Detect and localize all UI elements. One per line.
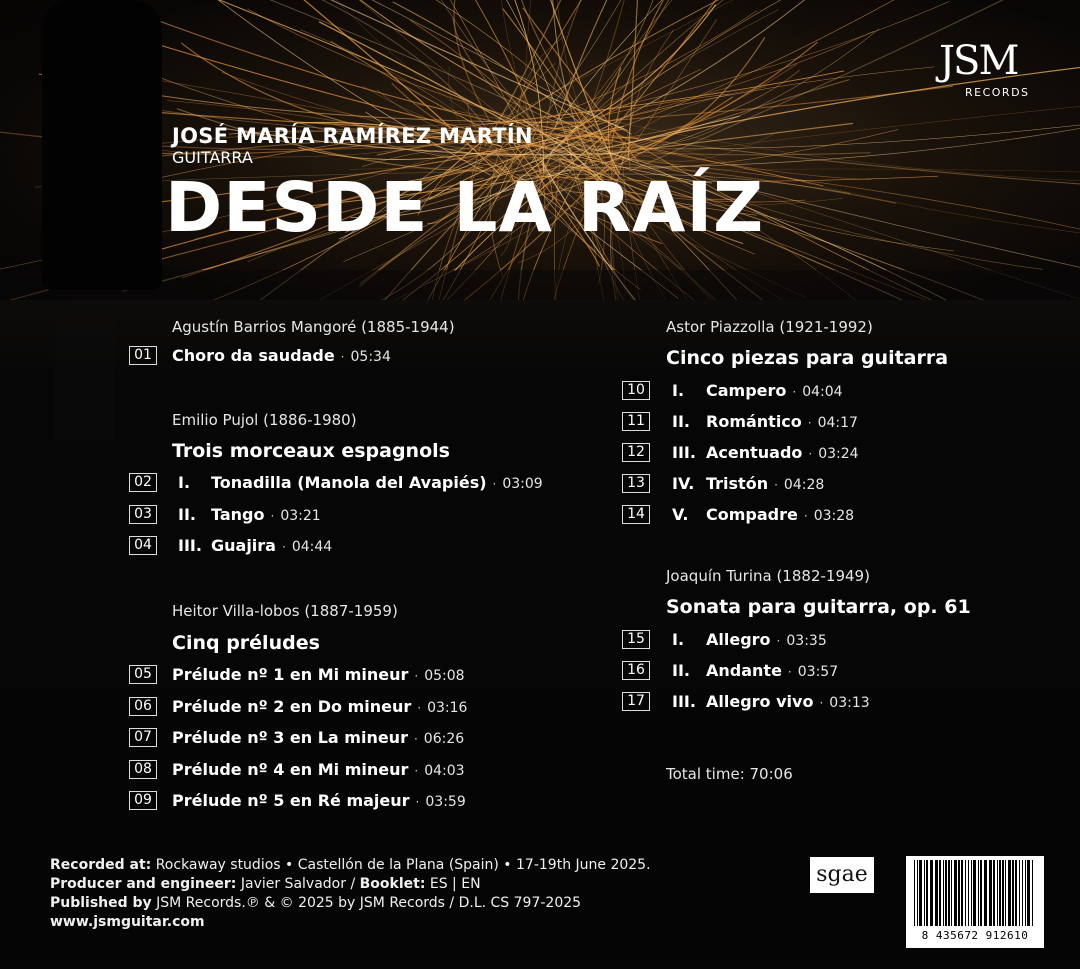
- track-name: Campero: [706, 381, 787, 400]
- track-number: 05: [129, 665, 157, 684]
- silhouette-figure: [42, 0, 162, 290]
- total-time: Total time: 70:06: [666, 765, 793, 783]
- barcode-bar: [1008, 860, 1011, 926]
- track-movement: II.: [672, 661, 690, 680]
- track-title: [172, 346, 391, 365]
- barcode-bar: [965, 860, 966, 926]
- track-duration: 03:13: [829, 695, 870, 711]
- track-row[interactable]: [129, 665, 609, 687]
- separator-dot: ·: [787, 665, 792, 679]
- track-name: Prélude nº 3 en La mineur: [172, 728, 408, 747]
- track-duration: 03:16: [427, 699, 468, 716]
- track-movement: III.: [178, 536, 202, 555]
- track-row[interactable]: [129, 346, 609, 368]
- track-number: 17: [622, 692, 650, 711]
- barcode-bar: [997, 860, 998, 926]
- artist-name: JOSÉ MARÍA RAMÍREZ MARTÍN: [172, 124, 533, 148]
- separator-dot: ·: [803, 509, 808, 523]
- track-name: Acentuado: [706, 443, 803, 462]
- jsm-records-logo: [935, 38, 1045, 108]
- barcode-bar: [1005, 860, 1006, 926]
- track-number: 06: [129, 697, 157, 716]
- barcode-bar: [989, 860, 992, 926]
- track-title: [211, 536, 332, 555]
- track-duration: 03:28: [813, 508, 855, 524]
- barcode-bar: [978, 860, 979, 926]
- barcode-bar: [926, 860, 928, 926]
- separator-dot: ·: [417, 700, 422, 715]
- track-name: Prélude nº 2 en Do mineur: [172, 696, 412, 716]
- separator-dot: ·: [281, 540, 286, 554]
- spark-trails: [0, 0, 1080, 330]
- separator-dot: ·: [492, 477, 497, 491]
- track-title: [172, 665, 465, 684]
- credit-published: [50, 894, 651, 913]
- booklet-value: ES | EN: [429, 876, 481, 892]
- website-link[interactable]: [50, 913, 651, 932]
- barcode-bar: [924, 860, 925, 926]
- logo-mark: JSM: [939, 38, 1018, 84]
- published-label: Published by: [50, 895, 152, 911]
- composer-left-2: Heitor Villa-lobos (1887-1959): [172, 602, 398, 620]
- credit-recorded: [50, 856, 651, 875]
- barcode-bars: [912, 860, 1038, 928]
- barcode-bar: [1012, 860, 1014, 926]
- composer-left-1: Emilio Pujol (1886-1980): [172, 411, 357, 429]
- producer-value: Javier Salvador /: [240, 876, 356, 892]
- track-row[interactable]: [622, 474, 1080, 496]
- producer-label: Producer and engineer:: [50, 876, 237, 892]
- track-duration: 03:09: [502, 476, 543, 492]
- spark-trail: [573, 0, 843, 140]
- track-row[interactable]: [622, 661, 1080, 683]
- work-title-left-1: Trois morceaux espagnols: [172, 440, 450, 462]
- barcode-bar: [961, 860, 963, 926]
- track-number: 01: [129, 346, 157, 365]
- track-number: 09: [129, 791, 157, 810]
- track-title: [172, 760, 465, 779]
- separator-dot: ·: [792, 385, 797, 399]
- recorded-label: Recorded at:: [50, 857, 152, 873]
- track-row[interactable]: [622, 505, 1080, 527]
- barcode-bar: [1032, 860, 1033, 926]
- track-number: 03: [129, 505, 157, 524]
- composer-right-0: Astor Piazzolla (1921-1992): [666, 318, 873, 336]
- track-title: [172, 728, 464, 747]
- track-name: Tango: [211, 504, 265, 524]
- track-name: Tonadilla (Manola del Avapiés): [211, 473, 487, 492]
- track-movement: IV.: [672, 474, 695, 493]
- track-name: Prélude nº 4 en Mi mineur: [172, 759, 409, 779]
- barcode-bar: [919, 860, 922, 926]
- barcode-bar: [958, 860, 960, 926]
- separator-dot: ·: [808, 447, 813, 461]
- track-duration: 03:21: [280, 507, 321, 524]
- spark-trail: [606, 42, 817, 163]
- spark-trail: [517, 2, 950, 128]
- barcode-bar: [1002, 860, 1004, 926]
- track-duration: 03:24: [818, 446, 859, 462]
- spark-trail: [117, 0, 561, 125]
- track-name: Romántico: [706, 412, 802, 431]
- track-name: Allegro vivo: [706, 692, 814, 711]
- track-row[interactable]: [622, 412, 1080, 434]
- silhouette-reflection: [55, 300, 115, 440]
- track-number: 07: [129, 728, 157, 747]
- spark-trail: [568, 118, 1080, 167]
- barcode-bar: [917, 860, 918, 926]
- barcode-bar: [939, 860, 941, 926]
- track-duration: 03:35: [786, 633, 827, 649]
- track-duration: 04:44: [291, 539, 333, 555]
- track-title: [211, 473, 543, 492]
- separator-dot: ·: [415, 795, 420, 809]
- track-duration: 04:17: [817, 415, 858, 431]
- track-row[interactable]: [129, 536, 609, 558]
- barcode-bar: [1015, 860, 1017, 926]
- track-movement: I.: [672, 381, 685, 400]
- barcode-bar: [951, 860, 952, 926]
- credits: [50, 856, 651, 932]
- spark-trail: [581, 0, 648, 134]
- separator-dot: ·: [807, 416, 812, 430]
- barcode-bar: [954, 860, 957, 926]
- track-title: [211, 505, 321, 524]
- artist-role: GUITARRA: [172, 148, 253, 167]
- work-title-right-0: Cinco piezas para guitarra: [666, 347, 949, 369]
- sgae-logo: sgae: [810, 857, 874, 893]
- track-name: Allegro: [706, 630, 771, 649]
- barcode-bar: [999, 860, 1001, 926]
- separator-dot: ·: [819, 696, 824, 710]
- track-duration: 04:03: [424, 762, 465, 779]
- barcode-bar: [943, 860, 944, 926]
- logo-sub: RECORDS: [965, 86, 1030, 99]
- track-duration: 03:57: [797, 664, 839, 680]
- barcode: [906, 856, 1044, 948]
- track-name: Andante: [706, 661, 782, 680]
- track-number: 10: [622, 381, 650, 400]
- work-title-left-2: Cinq préludes: [172, 632, 320, 654]
- track-title: [706, 661, 838, 680]
- track-row[interactable]: [129, 760, 609, 782]
- track-movement: II.: [178, 504, 196, 524]
- barcode-bar: [945, 860, 947, 926]
- separator-dot: ·: [776, 634, 781, 648]
- composer-left-0: Agustín Barrios Mangoré (1885-1944): [172, 318, 455, 336]
- barcode-bar: [935, 860, 938, 926]
- track-row[interactable]: [622, 443, 1080, 465]
- work-title-right-1: Sonata para guitarra, op. 61: [666, 596, 971, 618]
- track-title: [706, 630, 827, 649]
- track-title: [706, 474, 824, 493]
- track-movement: III.: [672, 443, 696, 462]
- separator-dot: ·: [413, 732, 418, 746]
- barcode-bar: [1027, 860, 1030, 926]
- track-number: 11: [622, 412, 650, 431]
- barcode-bar: [948, 860, 950, 926]
- track-duration: 04:28: [783, 477, 825, 493]
- barcode-bar: [984, 860, 987, 926]
- barcode-bar: [980, 860, 982, 926]
- track-movement: I.: [672, 630, 685, 649]
- track-number: 02: [129, 473, 157, 492]
- track-name: Guajira: [211, 536, 276, 555]
- track-row[interactable]: [622, 630, 1080, 652]
- separator-dot: ·: [774, 478, 778, 492]
- track-row[interactable]: [622, 692, 1080, 714]
- track-row[interactable]: [129, 505, 609, 527]
- composer-right-1: Joaquín Turina (1882-1949): [666, 567, 870, 585]
- barcode-bar: [968, 860, 969, 926]
- track-title: [706, 412, 858, 431]
- published-value: JSM Records.℗ & © 2025 by JSM Records / D.L. CS 797-2025: [156, 895, 582, 911]
- track-number: 16: [622, 661, 650, 680]
- track-number: 15: [622, 630, 650, 649]
- track-title: [706, 505, 854, 524]
- barcode-bar: [914, 860, 915, 926]
- album-title: DESDE LA RAÍZ: [165, 168, 765, 248]
- track-row[interactable]: [622, 381, 1080, 403]
- separator-dot: ·: [414, 763, 419, 778]
- track-name: Prélude nº 1 en Mi mineur: [172, 665, 409, 684]
- track-name: Compadre: [706, 505, 798, 524]
- track-number: 04: [129, 536, 157, 555]
- track-movement: V.: [672, 505, 689, 524]
- track-duration: 06:26: [423, 731, 465, 747]
- barcode-bar: [973, 860, 976, 926]
- track-duration: 03:59: [425, 794, 466, 810]
- credit-producer: [50, 875, 651, 894]
- track-title: [706, 381, 843, 400]
- track-number: 08: [129, 760, 157, 779]
- track-title: [706, 692, 870, 711]
- barcode-bar: [1022, 860, 1023, 926]
- track-row[interactable]: [129, 473, 609, 495]
- track-duration: 04:04: [802, 384, 843, 400]
- track-row[interactable]: [129, 791, 609, 813]
- track-title: [706, 443, 859, 462]
- track-row[interactable]: [129, 697, 609, 719]
- website-text: www.jsmguitar.com: [50, 914, 205, 930]
- track-movement: III.: [672, 692, 696, 711]
- track-number: 14: [622, 505, 650, 524]
- barcode-bar: [1019, 860, 1020, 926]
- track-title: [172, 697, 467, 716]
- recorded-value: Rockaway studios • Castellón de la Plana (Spain) • 17-19th June 2025.: [155, 857, 651, 873]
- booklet-label: Booklet:: [359, 876, 426, 892]
- separator-dot: ·: [270, 508, 275, 523]
- track-title: [172, 791, 466, 810]
- track-duration: 05:08: [424, 668, 465, 684]
- barcode-digits: 8 435672 912610: [921, 929, 1029, 942]
- track-movement: II.: [672, 412, 690, 431]
- barcode-bar: [930, 860, 933, 926]
- barcode-bar: [971, 860, 972, 926]
- track-row[interactable]: [129, 728, 609, 750]
- track-name: Prélude nº 5 en Ré majeur: [172, 791, 410, 810]
- track-duration: 05:34: [350, 349, 391, 365]
- track-number: 12: [622, 443, 650, 462]
- track-name: Choro da saudade: [172, 346, 335, 365]
- separator-dot: ·: [414, 669, 419, 683]
- track-name: Tristón: [706, 474, 769, 493]
- barcode-bar: [993, 860, 995, 926]
- barcode-bar: [1025, 860, 1026, 926]
- separator-dot: ·: [340, 350, 345, 364]
- track-number: 13: [622, 474, 650, 493]
- track-movement: I.: [178, 473, 191, 492]
